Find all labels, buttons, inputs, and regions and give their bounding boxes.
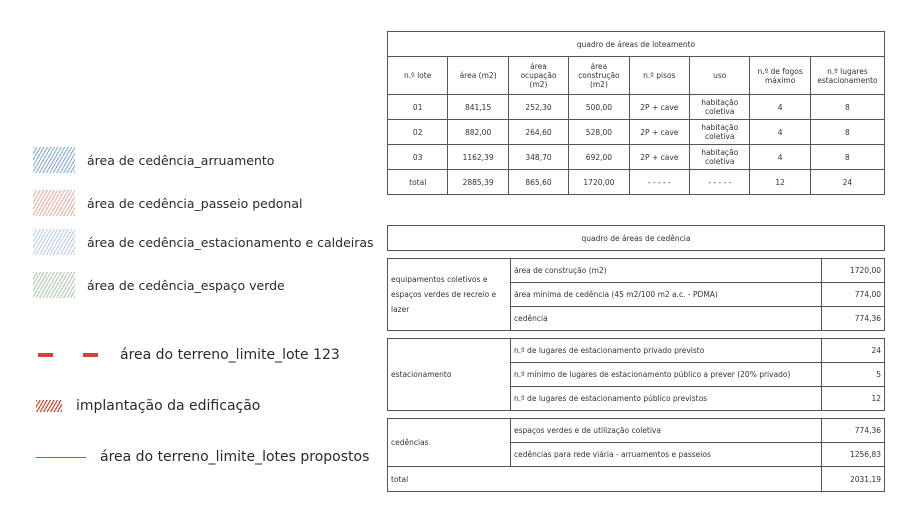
cell: cedência [511, 307, 822, 331]
cell: habitação coletiva [690, 95, 750, 120]
cell: 02 [388, 120, 448, 145]
cell: 264,60 [508, 120, 568, 145]
legend-estacionamento [33, 229, 374, 255]
legend-label: área do terreno_limite_lotes propostos [100, 449, 370, 465]
red-line-icon [36, 457, 86, 458]
legend-limite-lote [38, 347, 340, 363]
red-hatch-icon [36, 400, 62, 412]
cell: 2P + cave [629, 120, 689, 145]
cell: 2P + cave [629, 145, 689, 170]
cell: 8 [810, 95, 884, 120]
cell: 24 [822, 339, 885, 363]
cell: área de construção (m2) [511, 259, 822, 283]
cell: espaços verdes e de utilização coletiva [511, 419, 822, 443]
table-row [388, 259, 885, 283]
group-label: estacionamento [388, 339, 511, 411]
cell: 5 [822, 363, 885, 387]
hatch-lightblue-swatch [33, 229, 75, 255]
cell: cedências para rede viária - arruamentos e passeios [511, 443, 822, 467]
cell: 774,36 [822, 419, 885, 443]
legend-label: área de cedência_espaço verde [87, 277, 285, 293]
header-cell: uso [690, 57, 750, 95]
cell: 774,36 [822, 307, 885, 331]
hatch-red-swatch [33, 190, 75, 216]
header-cell: área ocupação (m2) [508, 57, 568, 95]
header-cell: n.º lugares estacionamento [810, 57, 884, 95]
group-label: equipamentos coletivos e espaços verdes de recreio e lazer [388, 259, 511, 331]
cell: 2885,39 [448, 170, 508, 195]
table-row [388, 145, 885, 170]
cell: 12 [750, 170, 810, 195]
legend-label: área do terreno_limite_lote 123 [120, 347, 340, 363]
cell: n.º mínimo de lugares de estacionamento público a prever (20% privado) [511, 363, 822, 387]
lot-areas-table [387, 31, 885, 195]
cell: 774,00 [822, 283, 885, 307]
hatch-blue-swatch [33, 147, 75, 173]
cedencia-areas-table [387, 225, 885, 492]
cell: - - - - - [629, 170, 689, 195]
table-row [388, 120, 885, 145]
cell: 882,00 [448, 120, 508, 145]
cell: 1256,83 [822, 443, 885, 467]
cell: 1720,00 [569, 170, 629, 195]
dashed-red-line-icon [38, 353, 98, 357]
cell: 528,00 [569, 120, 629, 145]
table-total-row [388, 467, 885, 492]
cell: 1162,39 [448, 145, 508, 170]
table-total-row [388, 170, 885, 195]
cell: - - - - - [690, 170, 750, 195]
cell: 8 [810, 120, 884, 145]
cell: área mínima de cedência (45 m2/100 m2 a.c. - PDMA) [511, 283, 822, 307]
legend-implantacao [36, 398, 260, 414]
legend-espaco-verde [33, 272, 285, 298]
legend-label: área de cedência_passeio pedonal [87, 195, 303, 211]
cell: 01 [388, 95, 448, 120]
cell: 348,70 [508, 145, 568, 170]
group-label: cedências [388, 419, 511, 467]
header-cell: n.º de fogos máximo [750, 57, 810, 95]
cell: 24 [810, 170, 884, 195]
table-row [388, 419, 885, 443]
header-cell: área construção (m2) [569, 57, 629, 95]
cell: 03 [388, 145, 448, 170]
cell: 841,15 [448, 95, 508, 120]
legend-passeio [33, 190, 302, 216]
cell: habitação coletiva [690, 145, 750, 170]
legend-arruamento [33, 147, 274, 173]
cell: total [388, 467, 822, 492]
legend-lotes-propostos [36, 449, 369, 465]
header-cell: área (m2) [448, 57, 508, 95]
table-title: quadro de áreas de cedência [388, 226, 885, 251]
cell: 8 [810, 145, 884, 170]
cell: 2P + cave [629, 95, 689, 120]
legend-label: área de cedência_arruamento [87, 152, 275, 168]
table-row [388, 95, 885, 120]
cell: n.º de lugares de estacionamento privado previsto [511, 339, 822, 363]
cell: 12 [822, 387, 885, 411]
cell: 4 [750, 145, 810, 170]
cell: 692,00 [569, 145, 629, 170]
table-row [388, 339, 885, 363]
header-cell: n.º pisos [629, 57, 689, 95]
cell: 500,00 [569, 95, 629, 120]
cell: 865,60 [508, 170, 568, 195]
table-title: quadro de áreas de loteamento [388, 32, 885, 57]
cell: 1720,00 [822, 259, 885, 283]
legend-label: área de cedência_estacionamento e caldeiras [87, 234, 374, 250]
cell: habitação coletiva [690, 120, 750, 145]
cell: n.º de lugares de estacionamento público previstos [511, 387, 822, 411]
cell: 252,30 [508, 95, 568, 120]
cell: 2031,19 [822, 467, 885, 492]
legend-label: implantação da edificação [76, 398, 261, 414]
hatch-green-swatch [33, 272, 75, 298]
table-header-row [388, 57, 885, 95]
cell: 4 [750, 120, 810, 145]
header-cell: n.º lote [388, 57, 448, 95]
cell: 4 [750, 95, 810, 120]
cell: total [388, 170, 448, 195]
